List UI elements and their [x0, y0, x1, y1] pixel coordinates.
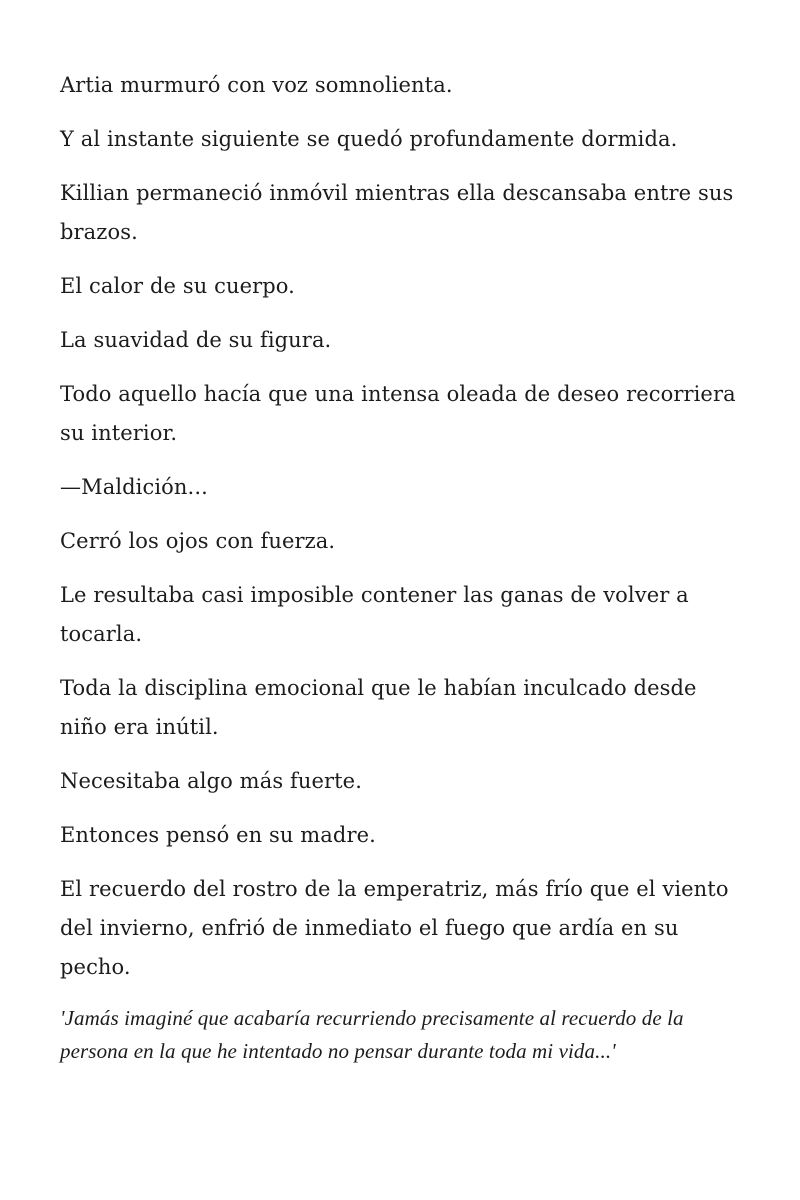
paragraph: El calor de su cuerpo. [60, 274, 295, 298]
paragraph: Killian permaneció inmóvil mientras ella descansaba entre sus brazos. [60, 181, 734, 244]
dialogue-line: —Maldición... [60, 475, 208, 499]
paragraph: Le resultaba casi imposible contener las ganas de volver a tocarla. [60, 583, 689, 646]
paragraph: Necesitaba algo más fuerte. [60, 769, 362, 793]
paragraph: Y al instante siguiente se quedó profundamente dormida. [60, 127, 678, 151]
paragraph: Entonces pensó en su madre. [60, 823, 376, 847]
paragraph: Artia murmuró con voz somnolienta. [60, 73, 453, 97]
inner-thought: 'Jamás imaginé que acabaría recurriendo precisamente al recuerdo de la persona en la que he intentado no pensar durante toda mi vida...' [60, 1006, 684, 1063]
paragraph: La suavidad de su figura. [60, 328, 332, 352]
paragraph: El recuerdo del rostro de la emperatriz, más frío que el viento del invierno, enfrió de inmediato el fuego que ardía en su pecho. [60, 877, 729, 979]
paragraph: Toda la disciplina emocional que le habían inculcado desde niño era inútil. [60, 676, 697, 739]
paragraph: Cerró los ojos con fuerza. [60, 529, 336, 553]
paragraph: Todo aquello hacía que una intensa oleada de deseo recorriera su interior. [60, 382, 736, 445]
